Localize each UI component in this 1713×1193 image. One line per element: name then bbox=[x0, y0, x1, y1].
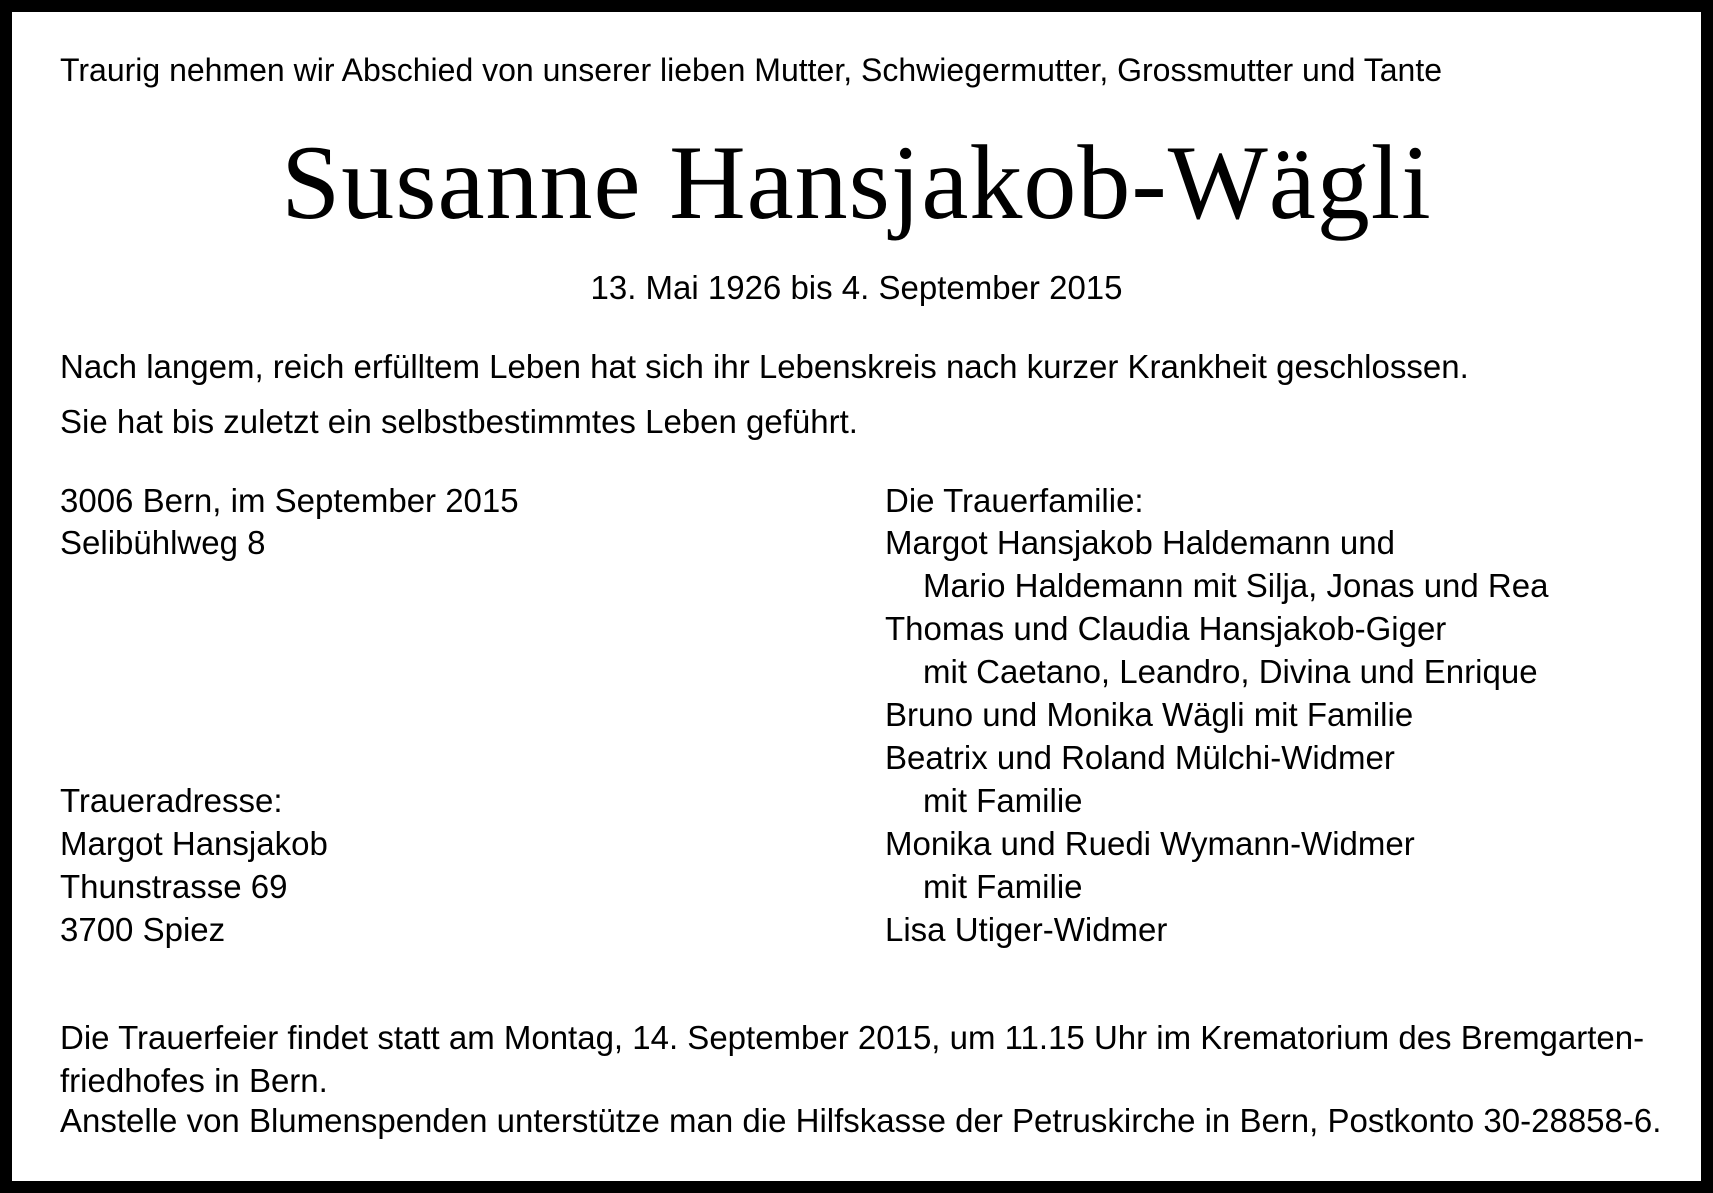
deceased-name: Susanne Hansjakob-Wägli bbox=[281, 124, 1432, 241]
family-title: Die Trauerfamilie: bbox=[885, 482, 1144, 519]
family-member: Bruno und Monika Wägli mit Familie bbox=[885, 696, 1414, 733]
family-member: mit Familie bbox=[923, 782, 1083, 819]
family-member: Lisa Utiger-Widmer bbox=[885, 911, 1168, 948]
paragraph-life: Nach langem, reich erfülltem Leben hat sich ihr Lebenskreis nach kurzer Krankheit geschlossen. bbox=[60, 348, 1469, 385]
family-member: mit Caetano, Leandro, Divina und Enrique bbox=[923, 653, 1538, 690]
donation-info: Anstelle von Blumenspenden unterstütze man die Hilfskasse der Petruskirche in Bern, Postkonto 30-28858-6. bbox=[60, 1102, 1662, 1139]
ceremony-line: Die Trauerfeier findet statt am Montag, 14. September 2015, um 11.15 Uhr im Krematorium des Bremgarten- bbox=[60, 1019, 1645, 1056]
mourning-address-line: Thunstrasse 69 bbox=[60, 868, 288, 905]
family-member: Monika und Ruedi Wymann-Widmer bbox=[885, 825, 1415, 862]
life-dates: 13. Mai 1926 bis 4. September 2015 bbox=[590, 269, 1123, 306]
family-member: Mario Haldemann mit Silja, Jonas und Rea bbox=[923, 567, 1549, 604]
family-member: Thomas und Claudia Hansjakob-Giger bbox=[885, 610, 1447, 647]
obituary-notice bbox=[12, 12, 1701, 1181]
ceremony-info bbox=[60, 1016, 1660, 1102]
ceremony-line: friedhofes in Bern. bbox=[60, 1062, 328, 1099]
mourning-address-title: Traueradresse: bbox=[60, 782, 283, 819]
place-date: 3006 Bern, im September 2015 bbox=[60, 482, 519, 519]
family-member: Margot Hansjakob Haldemann und bbox=[885, 524, 1395, 561]
street-address: Selibühlweg 8 bbox=[60, 524, 266, 561]
family-member: Beatrix und Roland Mülchi-Widmer bbox=[885, 739, 1395, 776]
mourning-address-line: 3700 Spiez bbox=[60, 911, 226, 948]
family-member: mit Familie bbox=[923, 868, 1083, 905]
intro-text: Traurig nehmen wir Abschied von unserer lieben Mutter, Schwiegermutter, Grossmutter und Tante bbox=[60, 52, 1443, 88]
paragraph-self-determined: Sie hat bis zuletzt ein selbstbestimmtes Leben geführt. bbox=[60, 403, 858, 440]
mourning-address-line: Margot Hansjakob bbox=[60, 825, 328, 862]
